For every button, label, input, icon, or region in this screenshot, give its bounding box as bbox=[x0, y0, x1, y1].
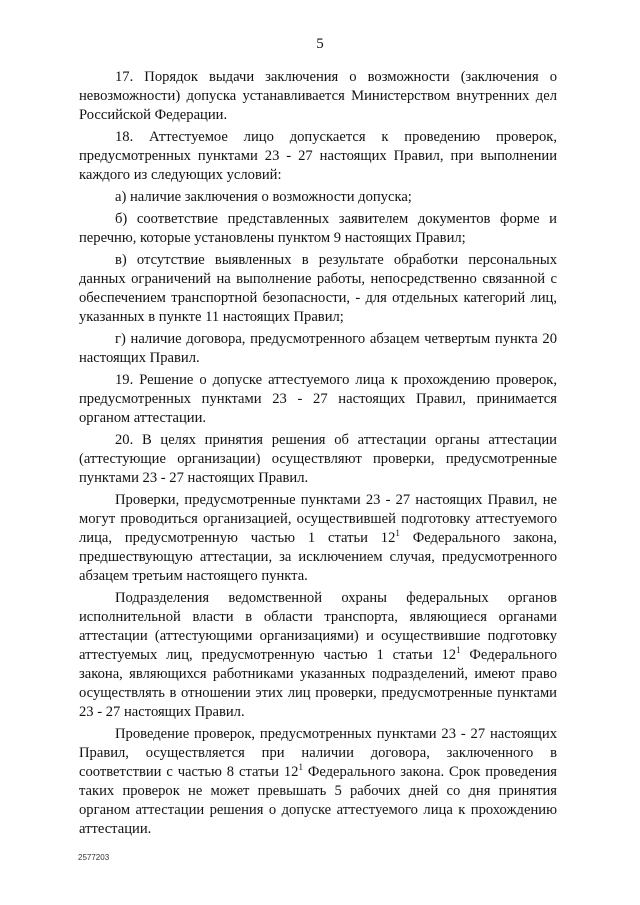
paragraph-20-part-4 bbox=[79, 725, 557, 839]
paragraph-text: Подразделения ведомственной охраны федеральных органов исполнительной власти в области транспорта, являющиеся органами аттестации (аттестующими организациями) и осуществившие подготовку аттестуемых лиц, предусмотренную частью 1 статьи 12 bbox=[79, 590, 557, 663]
paragraph-18-g: г) наличие договора, предусмотренного абзацем четвертым пункта 20 настоящих Правил. bbox=[79, 331, 557, 366]
page-number: 5 bbox=[316, 36, 324, 52]
document-body bbox=[79, 68, 557, 839]
paragraph-20: 20. В целях принятия решения об аттестации органы аттестации (аттестующие организации) осуществляют проверки, предусмотренные пунктами 23 - 27 настоящих Правил. bbox=[79, 432, 557, 486]
paragraph-18-b: б) соответствие представленных заявителем документов форме и перечню, которые установлены пунктом 9 настоящих Правил; bbox=[79, 211, 557, 246]
superscript: 1 bbox=[395, 528, 400, 539]
superscript: 1 bbox=[456, 645, 461, 656]
paragraph-text: Федерального закона, являющихся работниками указанных подразделений, имеют право осуществлять в отношении этих лиц проверки, предусмотренные пунктами 23 - 27 настоящих Правил. bbox=[79, 647, 557, 720]
paragraph-text: Федерального закона. Срок проведения таких проверок не может превышать 5 рабочих дней со дня принятия органом аттестации решения о допуске аттестуемого лица к прохождению аттестации. bbox=[79, 764, 558, 837]
document-code: 2577203 bbox=[78, 853, 110, 862]
paragraph-19: 19. Решение о допуске аттестуемого лица к прохождению проверок, предусмотренных пунктами 23 - 27 настоящих Правил, принимается органом аттестации. bbox=[79, 372, 557, 426]
paragraph-18-a: а) наличие заключения о возможности допуска; bbox=[115, 189, 412, 205]
paragraph-17: 17. Порядок выдачи заключения о возможности (заключения о невозможности) допуска устанавливается Министерством внутренних дел Российской Федерации. bbox=[79, 69, 557, 123]
superscript: 1 bbox=[298, 762, 303, 773]
paragraph-text: Проверки, предусмотренные пунктами 23 - 27 настоящих Правил, не могут проводиться организацией, осуществившей подготовку аттестуемого лица, предусмотренную частью 1 статьи 12 bbox=[79, 492, 557, 546]
paragraph-20-part-3 bbox=[79, 589, 557, 722]
paragraph-20-part-2 bbox=[79, 491, 557, 586]
paragraph-18-v: в) отсутствие выявленных в результате обработки персональных данных ограничений на выполнение работы, непосредственно связанной с обеспечением транспортной безопасности, - для отдельных категорий лиц, указанных в пункте 11 настоящих Правил; bbox=[79, 252, 557, 325]
paragraph-text: Проведение проверок, предусмотренных пунктами 23 - 27 настоящих Правил, осуществляется при наличии договора, заключенного в соответствии с частью 8 статьи 12 bbox=[79, 726, 557, 780]
paragraph-18: 18. Аттестуемое лицо допускается к проведению проверок, предусмотренных пунктами 23 - 27 настоящих Правил, при выполнении каждого из следующих условий: bbox=[79, 129, 557, 183]
paragraph-text: Федерального закона, предшествующую аттестации, за исключением случая, предусмотренного абзацем третьим настоящего пункта. bbox=[79, 530, 557, 584]
